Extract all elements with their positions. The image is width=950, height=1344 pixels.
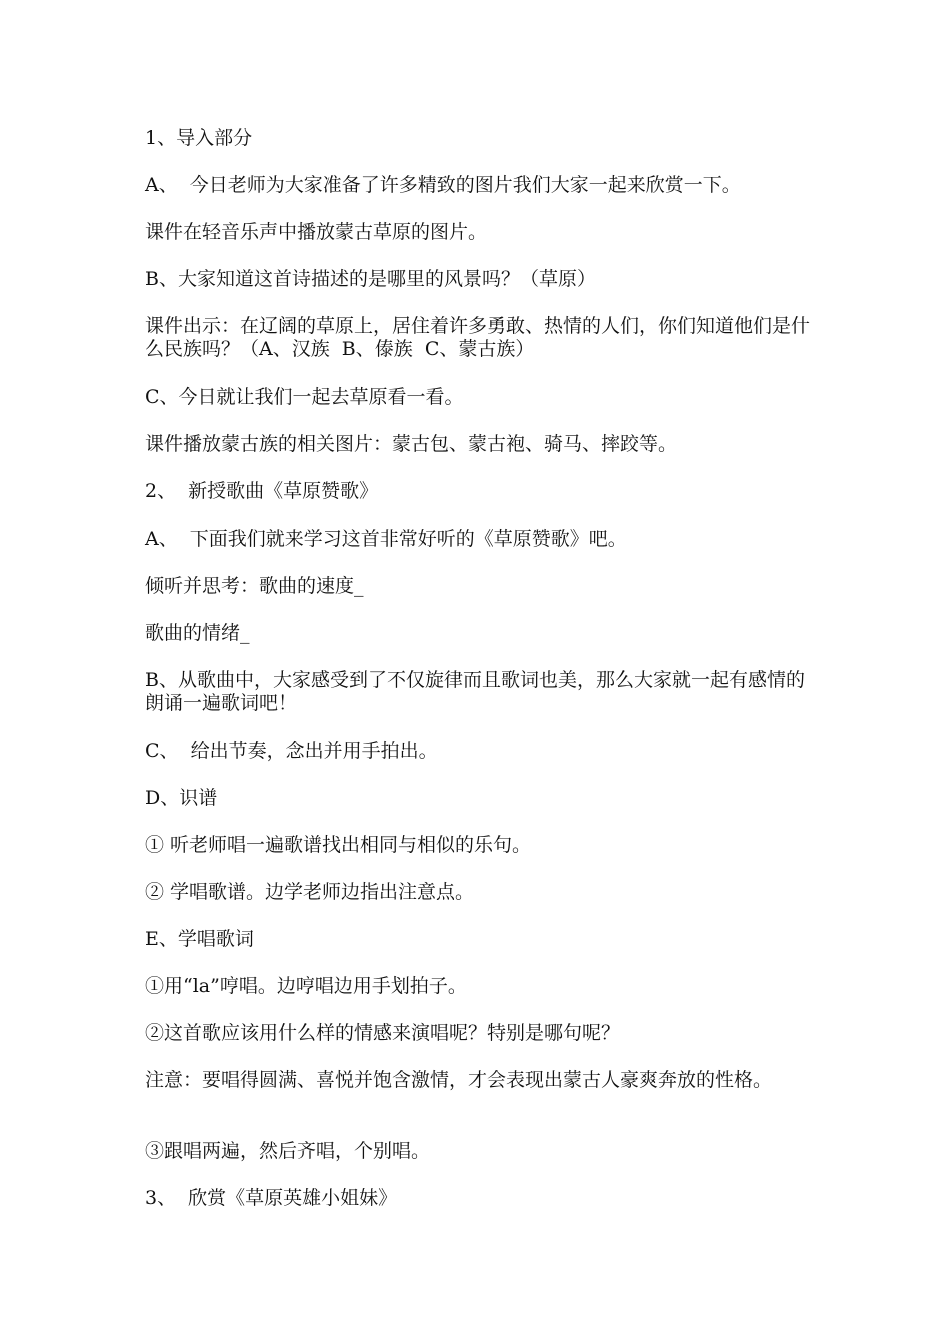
list-item-lyrics-1: ①用“la”哼唱。边哼唱边用手划拍子。	[145, 975, 467, 997]
list-item-lyrics-2: ②这首歌应该用什么样的情感来演唱呢？特别是哪句呢？	[145, 1022, 621, 1044]
list-item-notation-1: ① 听老师唱一遍歌谱找出相同与相似的乐句。	[145, 834, 532, 856]
paragraph-b-lyrics: B、从歌曲中，大家感受到了不仅旋律而且歌词也美，那么大家就一起有感情的朗诵一遍歌词吧！	[145, 669, 805, 714]
paragraph-listen-speed: 倾听并思考：歌曲的速度_	[145, 575, 364, 597]
heading-new-song: 2、 新授歌曲《草原赞歌》	[145, 480, 379, 502]
paragraph-courseware-pictures: 课件播放蒙古族的相关图片：蒙古包、蒙古袍、骑马、摔跤等。	[145, 433, 678, 455]
heading-e-lyrics: E、学唱歌词	[145, 928, 254, 950]
list-item-notation-2: ② 学唱歌谱。边学老师边指出注意点。	[145, 881, 475, 903]
paragraph-c-grassland: C、今日就让我们一起去草原看一看。	[145, 386, 464, 408]
paragraph-a-learn-song: A、 下面我们就来学习这首非常好听的《草原赞歌》吧。	[145, 528, 627, 550]
paragraph-courseware-question: 课件出示：在辽阔的草原上，居住着许多勇敢、热情的人们，你们知道他们是什么民族吗？（A、汉族 B、傣族 C、蒙古族）	[145, 315, 811, 360]
paragraph-a-intro: A、 今日老师为大家准备了许多精致的图片我们大家一起来欣赏一下。	[145, 174, 741, 196]
heading-appreciation: 3、 欣赏《草原英雄小姐妹》	[145, 1187, 398, 1209]
paragraph-courseware-music: 课件在轻音乐声中播放蒙古草原的图片。	[145, 221, 488, 243]
paragraph-song-mood: 歌曲的情绪_	[145, 622, 250, 644]
heading-d-notation: D、识谱	[145, 787, 218, 809]
paragraph-note: 注意：要唱得圆满、喜悦并饱含激情，才会表现出蒙古人豪爽奔放的性格。	[145, 1069, 773, 1091]
list-item-lyrics-3: ③跟唱两遍，然后齐唱，个别唱。	[145, 1140, 431, 1162]
paragraph-b-question: B、大家知道这首诗描述的是哪里的风景吗？（草原）	[145, 268, 596, 290]
paragraph-c-rhythm: C、 给出节奏，念出并用手拍出。	[145, 740, 438, 762]
heading-intro: 1、导入部分	[145, 127, 253, 149]
